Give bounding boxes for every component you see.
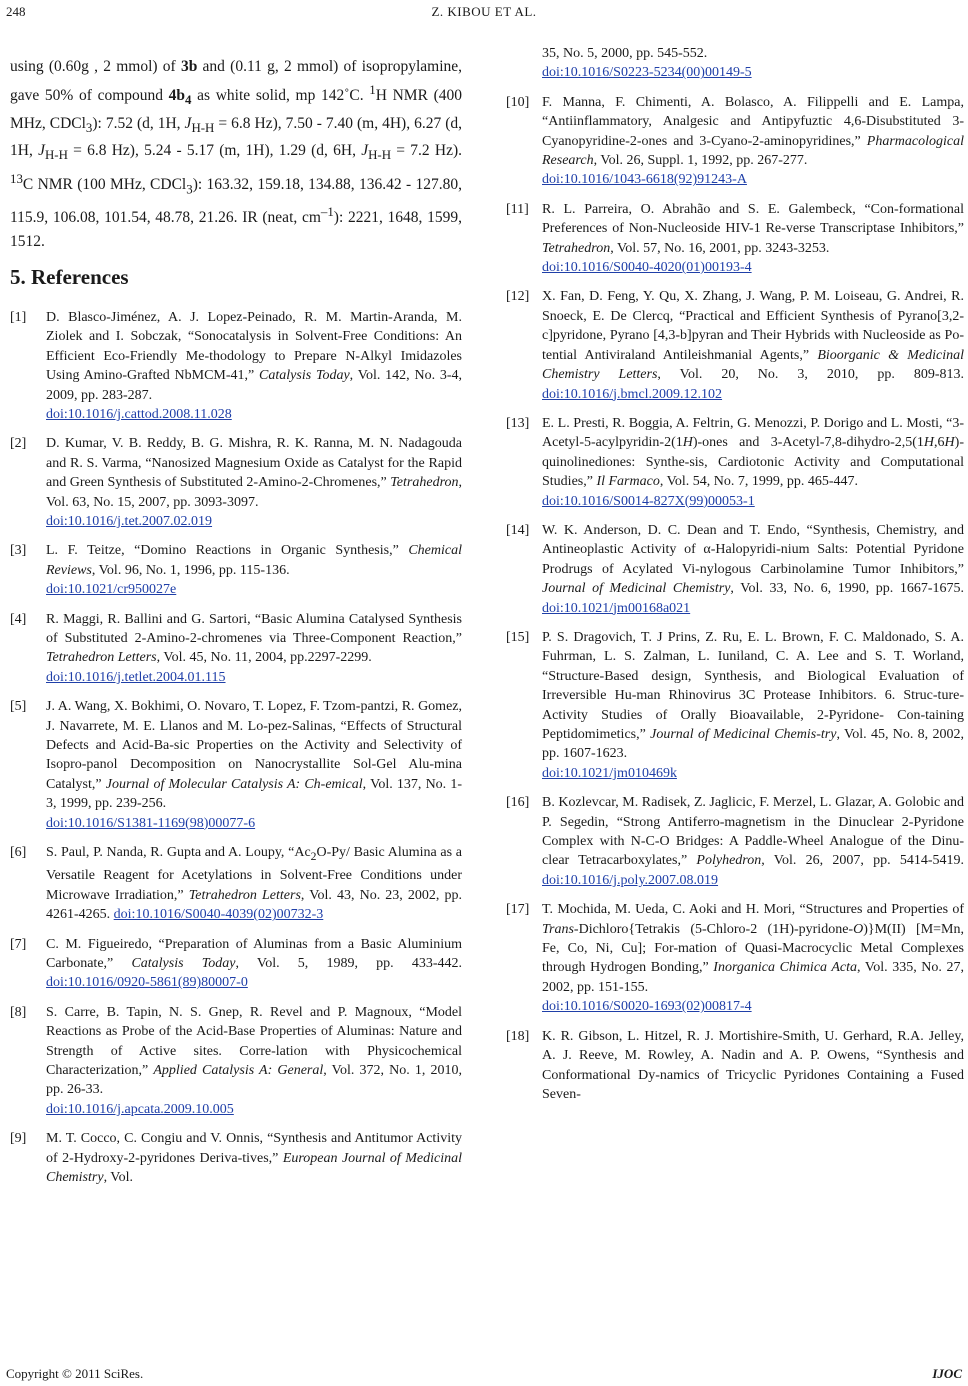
reference-authors-title: )-quinolinediones: Synthe-sis, Cardiotonic Activity and Computational Studies,” (542, 435, 964, 490)
left-column (10, 55, 462, 1197)
reference-details: , Vol. 45, No. 8, 2002, pp. 1607-1623. (542, 727, 964, 762)
reference-journal: Polyhedron (696, 853, 762, 869)
reference-journal: European Journal of Medicinal Chemistry (46, 1150, 462, 1185)
compound-label (168, 87, 192, 108)
reference-text (46, 843, 462, 924)
reference-number: [3] (10, 543, 27, 559)
superscript: –1 (320, 204, 334, 220)
subscript: 3 (85, 119, 93, 135)
reference-details: , Vol. 96, No. 1, 1996, pp. 115-136. (91, 562, 290, 578)
reference-details: , Vol. 142, No. 3-4, 2009, pp. 283-287. (46, 368, 463, 403)
reference-item (10, 843, 462, 924)
reference-authors-title: E. L. Presti, R. Boggia, A. Feltrin, G. Menozzi, P. Dorigo and L. Mosti, “3-Acetyl-5-acylpyridin-2(1 (542, 415, 964, 451)
reference-item (10, 541, 462, 599)
doi-link[interactable]: doi:10.1016/S0020-1693(02)00817-4 (542, 999, 752, 1015)
reference-number: [8] (10, 1004, 27, 1020)
reference-details: , Vol. 137, No. 1-3, 1999, pp. 239-256. (46, 776, 462, 812)
reference-text (542, 521, 964, 618)
doi-link[interactable]: doi:10.1016/j.poly.2007.08.019 (542, 872, 719, 888)
reference-text (542, 44, 964, 83)
reference-text (542, 200, 964, 278)
coupling-symbol: J (361, 142, 369, 160)
experimental-paragraph (10, 55, 462, 253)
reference-text (542, 93, 964, 190)
reference-text (542, 900, 964, 1016)
doi-link[interactable]: doi:10.1016/S0040-4039(02)00732-3 (113, 907, 324, 923)
italic-symbol: Trans (542, 921, 574, 937)
reference-number: [14] (506, 522, 530, 538)
doi-link[interactable]: doi:10.1021/jm010469k (542, 765, 677, 781)
intro-text: ): 7.52 (d, 1H, (92, 114, 185, 132)
intro-text: = 6.8 Hz), 7.50 - 7.40 (m, 4H), 6.27 (d, 1H, (10, 114, 462, 160)
reference-authors-title: S. Paul, P. Nanda, R. Gupta and A. Loupy, “Ac (46, 845, 311, 861)
reference-authors-title: O-Py/ Basic Alumina as a Versatile Reagent for Acetylations in Solvent-Free Conditions under Microwave Irradiation,” (46, 845, 463, 903)
reference-text (46, 434, 462, 531)
intro-text: ): 163.32, 159.18, 134.88, 136.42 - 127.80, 115.9, 106.08, 101.54, 48.78, 21.26. IR (neat, cm (10, 175, 462, 227)
reference-number: [7] (10, 936, 27, 952)
intro-text: as white solid, mp 142˚C. (191, 87, 370, 105)
subscript: 3 (186, 180, 193, 196)
doi-link[interactable]: doi:10.1021/cr950027e (46, 582, 177, 598)
reference-details: , Vol. 57, No. 16, 2001, pp. 3243-3253. (610, 240, 830, 256)
reference-item (506, 521, 964, 618)
reference-authors-title: ,6 (934, 435, 945, 451)
reference-item (506, 93, 964, 190)
page-number: 248 (6, 4, 26, 19)
reference-authors-title: J. A. Wang, X. Bokhimi, O. Novaro, T. Lopez, F. Tzom-pantzi, R. Gomez, J. Navarrete, M. E. Llanos and M. Lo-pez-Salinas, “Effects of Structural Defects and Acid-Ba-sic Properties on the Activity and Selectivity of Isopro-panol Decomposition on Nanocrystallite Sol-Gel Alu-mina Catalyst,” (46, 699, 462, 792)
reference-authors-title: C. M. Figueiredo, “Preparation of Aluminas from a Basic Aluminium Carbonate,” (46, 936, 462, 971)
doi-link[interactable]: doi:10.1016/S0040-4020(01)00193-4 (542, 260, 752, 276)
reference-details: , Vol. 5, 1989, pp. 433-442. (235, 955, 462, 971)
reference-item (10, 610, 462, 688)
doi-link[interactable]: doi:10.1016/j.apcata.2009.10.005 (46, 1101, 234, 1117)
reference-number: [15] (506, 629, 530, 645)
reference-authors-title: )}M(II) [M=Mn, Fe, Co, Ni, Cu]; For-mation of Quasi-Macrocyclic Metal Complexes through Hydrogen Bonding,” (542, 921, 964, 976)
reference-journal: Tetrahedron (542, 240, 611, 256)
section-title: 5. References (10, 264, 129, 289)
reference-text (46, 697, 462, 833)
reference-number: [16] (506, 795, 530, 811)
reference-number: [2] (10, 436, 27, 452)
reference-authors-title: T. Mochida, M. Ueda, C. Aoki and H. Mori, “Structures and Properties of (542, 902, 964, 918)
journal-abbreviation: IJOC (932, 1366, 962, 1381)
reference-number: [5] (10, 699, 27, 715)
reference-journal: Tetrahedron Letters (46, 650, 157, 666)
reference-number: [18] (506, 1028, 530, 1044)
reference-item (506, 200, 964, 278)
doi-link[interactable]: doi:10.1016/j.bmcl.2009.12.102 (542, 386, 723, 402)
reference-number: [17] (506, 902, 530, 918)
reference-text (542, 628, 964, 783)
reference-number: [9] (10, 1131, 27, 1147)
compound-label-text: 4b (168, 87, 186, 105)
reference-authors-title: P. S. Dragovich, T. J Prins, Z. Ru, E. L. Brown, F. C. Maldonado, S. A. Fuhrman, L. S. Zalman, L. Iuniland, C. A. Lee and S. T. Worland, “Structure-Based design, Synthesis, and Biological Evaluation of Irreversible Hu-man Rhinovirus 3C Protease Inhibitors. 6. Struc-ture-Activity Studies of Orally Bioavailable, 2-Pyridone- Con-taining Peptidomimetics,” (542, 629, 964, 742)
reference-text (542, 287, 964, 403)
reference-item (506, 1027, 964, 1105)
reference-authors-title: R. Maggi, R. Ballini and G. Sartori, “Basic Alumina Catalysed Synthesis of Substituted 2-Amino-2-chromenes via Three-Component Reaction,” (46, 611, 462, 647)
intro-text: = 7.2 Hz). (391, 142, 462, 160)
reference-text (542, 793, 964, 890)
reference-number: [6] (10, 845, 27, 861)
reference-text (46, 610, 462, 688)
reference-authors-title: S. Carre, B. Tapin, N. S. Gnep, R. Revel and P. Magnoux, “Model Reactions as Probe of the Acid-Base Properties of Aluminas: Nature and Strength of Active sites. Corre-lation with Physicochemical Characterization,” (46, 1004, 462, 1078)
reference-authors-title: -Dichloro{Tetrakis (5-Chloro-2 (1H)-pyridone- (573, 921, 854, 937)
reference-authors-title: )-ones and 3-Acetyl-7,8-dihydro-2,5(1 (692, 435, 924, 451)
reference-item (10, 697, 462, 833)
reference-text (46, 541, 462, 599)
doi-link[interactable]: doi:10.1016/j.tet.2007.02.019 (46, 513, 213, 529)
reference-number: [10] (506, 94, 530, 110)
copyright-notice: Copyright © 2011 SciRes. (6, 1366, 144, 1381)
reference-authors-title: M. T. Cocco, C. Congiu and V. Onnis, “Synthesis and Antitumor Activity of 2-Hydroxy-2-pyridones Deriva-tives,” (46, 1131, 462, 1166)
doi-link[interactable]: doi:10.1016/1043-6618(92)91243-A (542, 172, 747, 188)
reference-journal: Journal of Medicinal Chemis-try (650, 727, 837, 742)
reference-journal: Bioorganic & Medicinal Chemistry Letters (542, 347, 964, 383)
reference-details: , Vol. 33, No. 6, 1990, pp. 1667-1675. (730, 581, 964, 597)
reference-details: , Vol. 63, No. 15, 2007, pp. 3093-3097. (46, 475, 462, 510)
doi-link[interactable]: doi:10.1021/jm00168a021 (542, 600, 691, 616)
italic-symbol: H (944, 435, 955, 451)
reference-text: K. R. Gibson, L. Hitzel, R. J. Mortishire-Smith, U. Gerhard, R.A. Jelley, A. J. Reeve, M. Rowley, A. Nadin and A. P. Owens, “Synthesis and Conformational Dy-namics of Tricyclic Pyridones Containing a Fused Seven- (542, 1028, 964, 1102)
intro-text: using (0.60g , 2 mmol) of (10, 58, 181, 75)
doi-link[interactable]: doi:10.1016/S0223-5234(00)00149-5 (542, 65, 752, 81)
reference-number-spacer (506, 44, 542, 83)
reference-details: , Vol. 26, 2007, pp. 5414-5419. (761, 853, 964, 869)
reference-item-continued (506, 44, 964, 83)
superscript: 1 (369, 82, 376, 98)
page-header (0, 0, 968, 26)
reference-authors-title: D. Blasco-Jiménez, A. J. Lopez-Peinado, R. M. Martin-Aranda, M. Ziolek and I. Sobczak, “Sonocatalysis in Solvent-Free Conditions: An Efficient Eco-Friendly Me-thodology to Prepare N-Alkyl Imidazoles Using Amino-Grafted NbMCM-41,” (46, 309, 462, 384)
subscript: 2 (310, 849, 317, 863)
reference-authors-title: B. Kozlevcar, M. Radisek, Z. Jaglicic, F. Merzel, L. Glazar, A. Golobic and P. Segedin, “Strong Antiferro-magnetism in the Dinuclear 2-Pyridone Complex with N-C-O Bridges: A Paddle-Wheel Analogue of the Dinu-clear Tetracarboxylates,” (542, 795, 964, 869)
subscript: H-H (368, 147, 392, 163)
reference-item (506, 414, 964, 511)
reference-text (46, 1129, 462, 1187)
reference-journal: Pharmacological Research (542, 133, 964, 169)
reference-journal: Applied Catalysis A: General (153, 1062, 324, 1078)
reference-details-continued: , Vol. (103, 1169, 134, 1185)
reference-item (10, 1003, 462, 1119)
reference-details: , Vol. 372, No. 1, 2010, pp. 26-33. (46, 1062, 462, 1098)
superscript: 13 (10, 170, 23, 186)
right-column (506, 44, 964, 1114)
doi-link[interactable]: doi:10.1016/S1381-1169(98)00077-6 (46, 815, 256, 831)
reference-authors-title: F. Manna, F. Chimenti, A. Bolasco, A. Filippelli and E. Lampa, “Antiinflammatory, Analgesic and Antipyfuztic 4,6-Disubstituted 3-Cyanopyridine-2-ones and 3-Cyano-2-aminopyridines,” (542, 94, 964, 149)
reference-details: , Vol. 26, Suppl. 1, 1992, pp. 267-277. (593, 153, 808, 169)
reference-details: , Vol. 20, No. 3, 2010, pp. 809-813. (657, 367, 964, 383)
reference-authors-title: L. F. Teitze, “Domino Reactions in Organic Synthesis,” (46, 543, 409, 559)
doi-link[interactable]: doi:10.1016/j.tetlet.2004.01.115 (46, 669, 226, 685)
coupling-symbol: J (38, 142, 45, 160)
reference-number: [12] (506, 289, 530, 305)
doi-link[interactable]: doi:10.1016/S0014-827X(99)00053-1 (542, 493, 755, 509)
reference-journal: Tetrahedron Letters (188, 887, 301, 903)
reference-journal: Catalysis Today (259, 368, 350, 384)
reference-text (46, 935, 462, 993)
reference-item (506, 628, 964, 783)
reference-details: 35, No. 5, 2000, pp. 545-552. (542, 46, 708, 61)
reference-details: , Vol. 43, No. 23, 2002, pp. 4261-4265. (46, 887, 462, 923)
subscript: 4 (185, 92, 192, 108)
reference-journal: Il Farmaco (596, 474, 660, 490)
reference-journal: Tetrahedron (390, 475, 459, 491)
italic-symbol: H (682, 435, 693, 451)
reference-item (506, 793, 964, 890)
subscript: H-H (191, 119, 215, 135)
compound-label: 3b (180, 58, 198, 75)
doi-link[interactable]: doi:10.1016/0920-5861(89)80007-0 (46, 975, 248, 991)
reference-item (10, 308, 462, 424)
reference-text (46, 1003, 462, 1119)
doi-link[interactable]: doi:10.1016/j.cattod.2008.11.028 (46, 406, 232, 422)
reference-authors-title: D. Kumar, V. B. Reddy, B. G. Mishra, R. K. Ranna, M. N. Nadagouda and R. S. Varma, “Nanosized Magnesium Oxide as Catalyst for the Rapid and Green Synthesis of Substituted 2-Amino-2-Chromenes,” (46, 436, 462, 491)
reference-journal: Journal of Medicinal Chemistry (542, 581, 731, 597)
italic-symbol: O (853, 921, 864, 937)
reference-authors-title: X. Fan, D. Feng, Y. Qu, X. Zhang, J. Wang, P. M. Loiseau, G. Andrei, R. Snoeck, E. De Clercq, “Practical and Efficient Synthesis of Pyrano[3,2-c]pyridone, Pyrano [4,3-b]pyran and Their Hybrids with Nucleoside as Po-tential Antiviraland Antileishmanial Agents,” (542, 289, 964, 363)
reference-item (10, 434, 462, 531)
reference-number: [13] (506, 415, 530, 431)
reference-details: , Vol. 335, No. 27, 2002, pp. 151-155. (542, 960, 965, 995)
intro-text: H NMR (400 MHz, CDCl (10, 87, 462, 132)
reference-number: [1] (10, 309, 27, 325)
running-head: Z. KIBOU ET AL. (431, 4, 537, 19)
coupling-symbol: J (184, 114, 192, 132)
italic-symbol: H (923, 435, 935, 451)
reference-details: , Vol. 45, No. 11, 2004, pp.2297-2299. (156, 650, 372, 666)
reference-journal: Catalysis Today (131, 955, 236, 971)
reference-text (542, 414, 964, 511)
reference-text (46, 308, 462, 424)
reference-journal: Chemical Reviews (46, 543, 462, 578)
intro-text: and (0.11 g, 2 mmol) of isopropylamine, gave 50% of compound (10, 58, 462, 105)
reference-item (10, 1129, 462, 1187)
intro-text: ): 2221, 1648, 1599, 1512. (10, 209, 462, 250)
intro-text: C NMR (100 MHz, CDCl (22, 175, 187, 193)
reference-item (506, 287, 964, 403)
reference-details: , Vol. 54, No. 7, 1999, pp. 465-447. (659, 474, 859, 490)
reference-number: [4] (10, 611, 27, 627)
subscript: H-H (44, 147, 68, 163)
reference-authors-title: W. K. Anderson, D. C. Dean and T. Endo, “Synthesis, Chemistry, and Antineoplastic Activity of α-Halopyridi-nium Salts: Potential Pyridone Prodrugs of Acylated Vi-nylogous Carbinolamine Tumor Inhibitors,” (542, 522, 964, 577)
reference-item (10, 935, 462, 993)
reference-authors-title: R. L. Parreira, O. Abrahão and S. E. Galembeck, “Con-formational Preferences of Non-Nucleoside HIV-1 Re-verse Transcriptase Inhibitors,” (542, 201, 964, 237)
reference-journal: Inorganica Chimica Acta (713, 960, 858, 976)
reference-number: [11] (506, 201, 529, 217)
intro-text: = 6.8 Hz), 5.24 - 5.17 (m, 1H), 1.29 (d, 6H, (67, 142, 362, 160)
reference-journal: Journal of Molecular Catalysis A: Ch-emical (105, 776, 363, 792)
reference-item (506, 900, 964, 1016)
